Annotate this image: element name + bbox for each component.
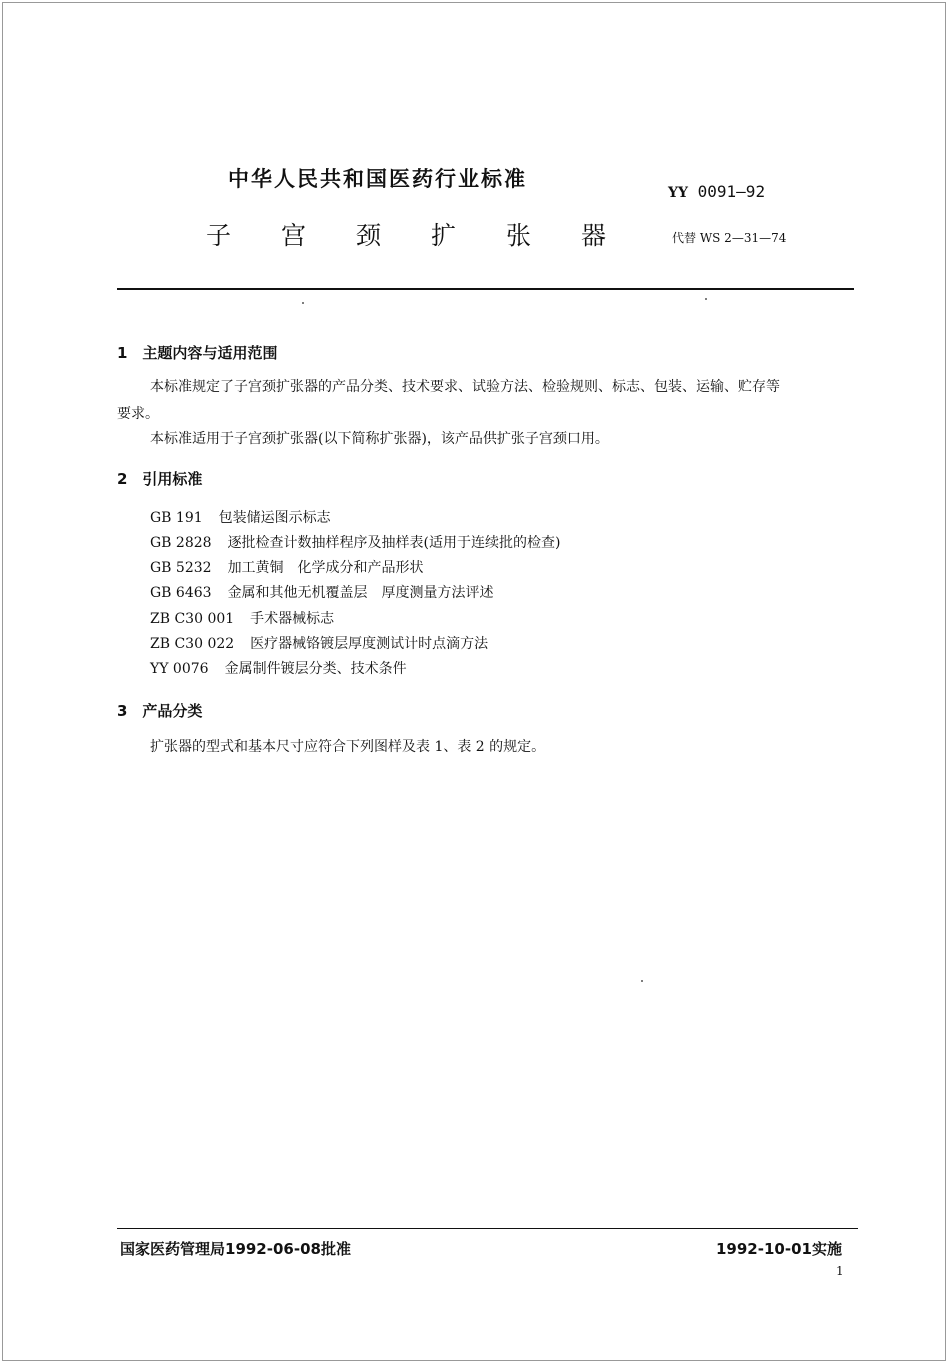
paragraph: 本标准规定了子宫颈扩张器的产品分类、技术要求、试验方法、检验规则、标志、包装、运输、贮存等	[150, 379, 780, 395]
reference-title: 逐批检查计数抽样程序及抽样表(适用于连续批的检查)	[227, 535, 561, 551]
scan-speck	[302, 302, 304, 304]
effective-date: 1992-10-01实施	[716, 1240, 842, 1258]
document-title: 子宫颈扩张器	[206, 221, 657, 250]
reference-title: 金属和其他无机覆盖层 厚度测量方法评述	[227, 585, 494, 601]
reference-item	[150, 557, 424, 577]
reference-code: YY 0076	[150, 661, 209, 677]
page-number: 1	[836, 1264, 844, 1278]
reference-item	[150, 633, 488, 653]
issuing-organization: 中华人民共和国医药行业标准	[228, 167, 527, 191]
paragraph: 本标准适用于子宫颈扩张器(以下简称扩张器)，该产品供扩张子宫颈口用。	[150, 431, 609, 447]
footer-rule	[117, 1228, 858, 1229]
reference-code: GB 2828	[150, 535, 212, 551]
approval-date: 国家医药管理局1992-06-08批准	[120, 1240, 351, 1258]
reference-item	[150, 658, 407, 678]
paragraph: 要求。	[117, 406, 159, 422]
replaces-standard: 代替 WS 2—31—74	[672, 231, 787, 245]
reference-code: GB 191	[150, 510, 203, 526]
header-rule	[117, 288, 854, 290]
reference-item	[150, 507, 331, 527]
reference-title: 包装储运图示标志	[218, 510, 331, 526]
standard-prefix: YY	[668, 185, 688, 201]
section-heading-1: 1 主题内容与适用范围	[117, 344, 278, 362]
reference-code: GB 6463	[150, 585, 212, 601]
reference-item	[150, 582, 494, 602]
reference-code: GB 5232	[150, 560, 212, 576]
reference-item	[150, 608, 334, 628]
standard-number: 0091—92	[697, 182, 766, 201]
reference-code: ZB C30 022	[150, 636, 235, 652]
reference-code: ZB C30 001	[150, 611, 235, 627]
reference-title: 医疗器械铬镀层厚度测试计时点滴方法	[250, 636, 489, 652]
reference-title: 金属制件镀层分类、技术条件	[224, 661, 407, 677]
reference-title: 加工黄铜 化学成分和产品形状	[227, 560, 424, 576]
scan-speck	[641, 980, 643, 982]
scan-speck	[705, 298, 707, 300]
paragraph: 扩张器的型式和基本尺寸应符合下列图样及表 1、表 2 的规定。	[150, 739, 546, 755]
standard-code	[668, 182, 765, 201]
section-heading-3: 3 产品分类	[117, 702, 203, 720]
section-heading-2: 2 引用标准	[117, 470, 203, 488]
page-border	[2, 2, 946, 1361]
reference-item	[150, 532, 561, 552]
reference-title: 手术器械标志	[250, 611, 335, 627]
